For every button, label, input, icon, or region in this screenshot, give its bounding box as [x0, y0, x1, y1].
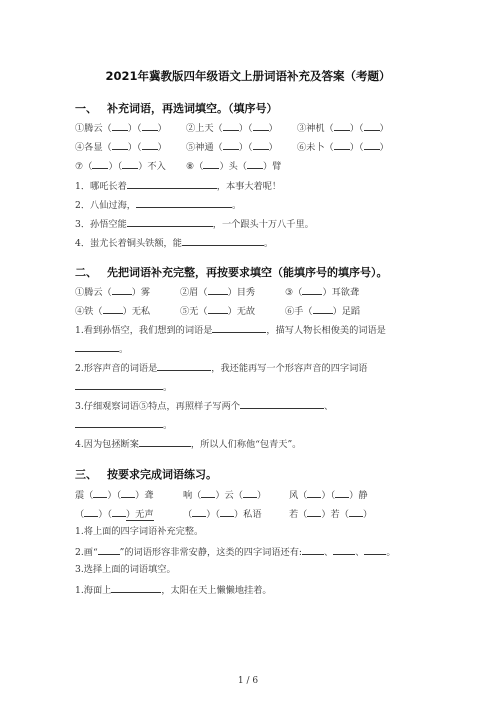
answer-blank[interactable]	[201, 488, 215, 498]
answer-blank[interactable]	[208, 285, 228, 295]
answer-blank[interactable]	[75, 418, 163, 428]
answer-blank[interactable]	[75, 380, 163, 390]
section2-number: 二、	[75, 266, 97, 279]
section1-question-2: 2．八仙过海， 。	[75, 200, 242, 211]
answer-blank[interactable]	[103, 304, 123, 314]
section2-question-1-cont: 。	[75, 342, 128, 356]
page-number: 1 / 6	[237, 676, 259, 686]
answer-blank[interactable]	[334, 121, 350, 131]
section2-question-3: 3.仔细观察词语⑤特点，再照样子写两个 、	[75, 401, 334, 412]
answer-blank[interactable]	[247, 159, 263, 169]
section2-heading-text: 先把词语补充完整，再按要求填空（能填序号的填序号）。	[107, 266, 388, 279]
answer-blank[interactable]	[302, 285, 322, 295]
section1-heading-text: 补充词语，再选词填空。（填序号）	[107, 102, 278, 115]
answer-blank[interactable]	[334, 140, 350, 150]
answer-blank[interactable]	[121, 488, 135, 498]
answer-blank[interactable]	[112, 121, 128, 131]
answer-blank[interactable]	[92, 159, 108, 169]
answer-blank[interactable]	[212, 323, 266, 333]
section1-row2: ④各显（ ）（ ） ⑤神通（ ）（ ） ⑥未卜（ ）（ ）	[75, 142, 389, 153]
answer-blank[interactable]	[75, 342, 119, 352]
answer-blank[interactable]	[127, 217, 213, 227]
section3-row2: （ ）（ ）无声 （ ）（ ）私语 若（ ）若（ ）	[75, 509, 373, 520]
answer-blank[interactable]	[307, 507, 321, 517]
section3-heading	[75, 466, 217, 482]
section3-question-1: 1.将上面的四字词语补充完整。	[75, 526, 204, 537]
document-title: 2021年冀教版四年级语文上册词语补充及答案（考题）	[105, 69, 391, 83]
answer-blank[interactable]	[223, 140, 239, 150]
section2-question-1: 1.看到孙悟空，我们想到的词语是 ，描写人物长相俊美的词语是	[75, 325, 386, 336]
answer-blank[interactable]	[243, 488, 257, 498]
answer-blank[interactable]	[364, 121, 380, 131]
answer-blank[interactable]	[122, 159, 138, 169]
section3-number: 三、	[75, 468, 97, 481]
answer-blank[interactable]	[93, 488, 107, 498]
section3-question-3-item-1: 1.海面上 ，太阳在天上懒懒地挂着。	[75, 585, 272, 596]
section1-question-1: 1．哪吒长着 ，本事大着呢！	[75, 181, 282, 192]
answer-blank[interactable]	[333, 545, 355, 555]
answer-blank[interactable]	[111, 583, 161, 593]
answer-blank[interactable]	[364, 545, 386, 555]
answer-blank[interactable]	[112, 285, 132, 295]
answer-blank[interactable]	[223, 121, 239, 131]
answer-blank[interactable]	[182, 236, 264, 246]
section2-question-3-cont: 。	[75, 418, 172, 432]
section2-row2: ④铁（ ）无私 ⑤无（ ）无故 ⑥手（ ）足蹈	[75, 306, 361, 317]
section3-row1: 震（ ）（ ）聋 响（ ）云（ ） 风（ ）（ ）静	[75, 490, 368, 501]
answer-blank[interactable]	[349, 507, 363, 517]
section3-question-3: 3.选择上面的词语填空。	[75, 564, 176, 575]
section1-heading	[75, 100, 278, 116]
answer-blank[interactable]	[157, 361, 211, 371]
section2-question-2-cont: 。	[75, 380, 172, 394]
section3-question-2: 2.画“ ”的词语形容非常安静，这类的四字词语还有: 、 、 。	[75, 547, 396, 558]
section1-row3: ⑦（ ）（ ）不入 ⑧（ ）头（ ）臂	[75, 161, 282, 172]
answer-blank[interactable]	[313, 304, 333, 314]
section1-row1: ①腾云（ ）（ ） ②上天（ ）（ ） ③神机（ ）（ ）	[75, 123, 389, 134]
answer-blank[interactable]	[364, 140, 380, 150]
answer-blank[interactable]	[192, 507, 206, 517]
answer-blank[interactable]	[335, 488, 349, 498]
answer-blank[interactable]	[208, 304, 228, 314]
answer-blank[interactable]	[240, 399, 324, 409]
answer-blank[interactable]	[302, 545, 324, 555]
answer-blank[interactable]	[112, 140, 128, 150]
answer-blank[interactable]	[203, 159, 219, 169]
answer-blank[interactable]	[253, 121, 269, 131]
section2-heading	[75, 264, 388, 280]
section3-heading-text: 按要求完成词语练习。	[107, 468, 217, 481]
section2-row1: ①腾云（ ）雾 ②眉（ ）目秀 ③（ ）耳欲聋	[75, 287, 360, 298]
answer-blank[interactable]	[142, 121, 158, 131]
answer-blank[interactable]	[84, 507, 98, 517]
answer-blank[interactable]	[139, 437, 191, 447]
section1-question-3: 3．孙悟空能 ，一个跟头十万八千里。	[75, 219, 314, 230]
answer-blank[interactable]	[127, 179, 217, 189]
section1-number: 一、	[75, 102, 97, 115]
section2-question-4: 4.因为包拯断案 ，所以人们称他“包青天”。	[75, 439, 302, 450]
answer-blank[interactable]	[142, 140, 158, 150]
answer-blank[interactable]	[253, 140, 269, 150]
answer-blank[interactable]	[220, 507, 234, 517]
answer-blank[interactable]	[307, 488, 321, 498]
answer-blank[interactable]	[136, 198, 232, 208]
section1-question-4: 4．蚩尤长着铜头铁额，能 。	[75, 238, 274, 249]
section2-question-2: 2.形容声音的词语是 ，我还能再写一个形容声音的四字词语	[75, 363, 368, 374]
answer-blank[interactable]	[98, 545, 120, 555]
answer-blank[interactable]	[112, 507, 126, 517]
